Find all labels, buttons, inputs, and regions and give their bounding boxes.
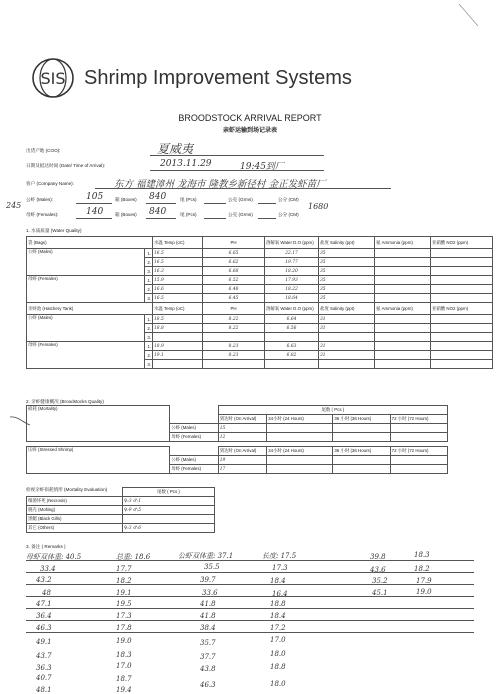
remark-entry: 19.4 — [116, 686, 132, 694]
empty-cell — [431, 342, 493, 351]
value-temp: 19.1 — [153, 351, 203, 360]
males-row-label: 公虾 (Males) — [170, 456, 218, 465]
empty-cell — [375, 285, 431, 294]
value-ph: 8.23 — [203, 351, 265, 360]
remark-entry: 长度: 17.5 — [262, 552, 297, 560]
h24-header: 24小时 (24 Hours) — [267, 447, 333, 456]
value-temp: 18.5 — [153, 315, 203, 324]
mortality-table — [26, 405, 448, 442]
value-ph: 6.68 — [203, 267, 265, 276]
table-row — [27, 276, 493, 285]
females-pcs: 840 — [149, 207, 167, 217]
remark-entry: 18.3 — [116, 651, 132, 659]
temp-header: 水温 Temp (oC) — [153, 237, 203, 249]
value-temp: 16.6 — [153, 285, 203, 294]
row-number: 1. — [145, 342, 153, 351]
bags-header: 袋 (Bags) — [27, 237, 153, 249]
no2-header: 亚硝酸 NO2 (ppm) — [431, 303, 493, 315]
value-sal: 31 — [319, 342, 375, 351]
remark-entry: 43.7 — [36, 652, 52, 660]
males-label: 公虾 (Males): — [26, 197, 54, 202]
mortality-eval-title: 检视亲虾损耗情形 (Mortality Evaluation) — [26, 487, 108, 492]
ammonia-header: 氨 Ammonia (ppm) — [375, 237, 431, 249]
empty-cell — [431, 333, 493, 342]
value-sal: 31 — [319, 315, 375, 324]
remark-entry: 45.1 — [372, 589, 388, 597]
row-number: 3. — [145, 267, 153, 276]
evaluation-value — [123, 515, 215, 524]
remark-entry: 18.8 — [270, 600, 286, 608]
remark-entry: 37.7 — [200, 653, 216, 661]
males-pcs: 840 — [149, 192, 167, 202]
remark-entry: 17.0 — [270, 636, 286, 644]
no2-header: 亚硝酸 NO2 (ppm) — [431, 237, 493, 249]
row-number: 2. — [145, 285, 153, 294]
row-number: 3. — [145, 333, 153, 342]
value-sal: 35 — [319, 285, 375, 294]
value-ph: 8.22 — [203, 324, 265, 333]
value-ph: 6.62 — [203, 258, 265, 267]
empty-cell — [375, 342, 431, 351]
evaluation-label: 脱壳 (Molting) — [27, 506, 123, 515]
value-ph: 6.48 — [203, 285, 265, 294]
do-header: 溶解氧 Water D.O (ppm) — [265, 237, 319, 249]
empty-cell — [431, 267, 493, 276]
remark-entry: 17.7 — [116, 565, 132, 573]
date-value: 2013.11.29 — [160, 159, 212, 169]
value-temp: 16.5 — [153, 294, 203, 303]
remark-entry: 38.4 — [200, 624, 216, 632]
empty-cell — [375, 315, 431, 324]
value-temp: 16.5 — [153, 249, 203, 258]
company-name: Shrimp Improvement Systems — [84, 67, 352, 89]
value-do: 6.64 — [265, 315, 319, 324]
females-row-label: 母虾 (Females) — [170, 433, 218, 442]
time-value: 19:45到厂 — [240, 162, 284, 172]
stressed-females: 17 — [218, 465, 266, 474]
empty-cell — [375, 249, 431, 258]
date-label: 日期及抵达时间 (Date/ Time of Arrival): — [26, 163, 106, 168]
empty-cell — [375, 276, 431, 285]
remark-entry: 39.7 — [200, 576, 216, 584]
value-ph: 6.65 — [203, 249, 265, 258]
company-value: 东方 福建漳州 龙海市 隆教乡新径村 金正发虾苗厂 — [114, 179, 326, 190]
value-do: 6.56 — [265, 324, 319, 333]
remark-entry: 18.2 — [414, 565, 430, 573]
remark-entry: 43.6 — [370, 566, 386, 574]
grms-label: 公克 (Grms) — [228, 212, 253, 217]
remark-entry: 18.4 — [270, 577, 286, 585]
evaluation-label: 细菌坏死 (Necrosis) — [27, 497, 123, 506]
remark-entry: 36.3 — [36, 664, 52, 672]
evaluation-value: ♀:9 ♂:5 — [123, 506, 215, 515]
row-number: 2. — [145, 324, 153, 333]
coo-label: 出货产地 (COO): — [26, 148, 61, 153]
water-quality-title: 1. 水质质量 (Water Quality) — [26, 228, 82, 233]
value-temp: 18.9 — [153, 342, 203, 351]
value-sal: 35 — [319, 294, 375, 303]
mortality-label: 损耗 (Mortality) — [27, 406, 170, 433]
row-number: 3. — [145, 360, 153, 369]
stressed-males: 19 — [218, 456, 266, 465]
cm-label: 公分 (CM) — [278, 197, 299, 202]
remark-entry: 17.3 — [116, 612, 132, 620]
value-sal — [319, 360, 375, 369]
remark-entry: 18.4 — [270, 612, 286, 620]
row-number: 2. — [145, 258, 153, 267]
value-do: 18.20 — [265, 267, 319, 276]
remark-entry: 49.1 — [36, 638, 52, 646]
remark-entry: 19.1 — [116, 589, 132, 597]
evaluation-label: 黑鳃 (Black Gills) — [27, 515, 123, 524]
value-temp: 18.8 — [153, 324, 203, 333]
cm-label: 公分 (CM) — [278, 212, 299, 217]
remark-entry: 19.5 — [116, 600, 132, 608]
left-margin-note: 245 — [6, 201, 22, 210]
evaluation-value: ♀:3 ♂:6 — [123, 524, 215, 533]
h72-header: 72 小时 (72 Hours) — [390, 415, 447, 424]
ammonia-header: 氨 Ammonia (ppm) — [375, 303, 431, 315]
remark-entry: 16.4 — [272, 590, 288, 598]
corner-mark — [456, 2, 482, 28]
remark-entry: 43.2 — [36, 576, 52, 584]
remark-entry: 母虾双体重: 40.5 — [26, 553, 82, 561]
empty-cell — [375, 324, 431, 333]
grms-label: 公克 (Grms) — [228, 197, 253, 202]
remark-entry: 公虾双体重: 37.1 — [178, 552, 234, 560]
row-number: 3. — [145, 294, 153, 303]
value-temp: 15.9 — [153, 276, 203, 285]
remark-entry: 17.0 — [116, 662, 132, 670]
females-label: 母虾 (Females): — [26, 212, 59, 217]
margin-mark — [8, 414, 32, 428]
remark-entry: 48 — [42, 589, 51, 597]
value-do: 6.63 — [265, 342, 319, 351]
remark-entry: 18.0 — [270, 680, 286, 688]
tank-header: 亲虾池 (Hatchery Tank) — [27, 303, 153, 315]
evaluation-label: 其它 (Others) — [27, 524, 123, 533]
remark-entry: 43.8 — [200, 665, 216, 673]
pcs-label: 尾 (Pcs) — [180, 212, 197, 217]
value-do: 18.64 — [265, 294, 319, 303]
empty-cell — [375, 351, 431, 360]
remark-entry: 39.8 — [370, 553, 386, 561]
value-do: 6.82 — [265, 351, 319, 360]
value-do: 19.77 — [265, 258, 319, 267]
empty-cell — [431, 276, 493, 285]
value-sal — [319, 333, 375, 342]
value-ph: 8.22 — [203, 315, 265, 324]
report-title: BROODSTOCK ARRIVAL REPORT — [178, 113, 322, 123]
value-ph: 6.52 — [203, 276, 265, 285]
table-row — [27, 515, 215, 524]
empty-cell — [431, 324, 493, 333]
value-temp — [153, 360, 203, 369]
pcs-header: 尾数 ( Pcs ) — [123, 488, 215, 497]
boxes-label: 箱 (Boxes) — [115, 197, 137, 202]
remark-entry: 33.6 — [202, 589, 218, 597]
on-arrival-header: 到达时 (On Arrival) — [218, 415, 266, 424]
group-label: 母虾 (Females) — [27, 276, 145, 303]
ph-header: PH — [203, 303, 265, 315]
males-boxes: 105 — [86, 192, 104, 202]
value-temp: 16.3 — [153, 267, 203, 276]
value-do: 17.93 — [265, 276, 319, 285]
table-row — [27, 249, 493, 258]
value-do: 22.17 — [265, 249, 319, 258]
remark-entry: 41.8 — [200, 612, 216, 620]
remark-entry: 17.9 — [416, 577, 432, 585]
empty-cell — [375, 360, 431, 369]
empty-cell — [431, 351, 493, 360]
table-row — [27, 506, 215, 515]
stressed-table — [26, 446, 448, 474]
value-sal: 35 — [319, 267, 375, 276]
empty-cell — [375, 267, 431, 276]
value-ph: 8.23 — [203, 342, 265, 351]
remark-entry: 46.3 — [200, 681, 216, 689]
table-row — [27, 315, 493, 324]
temp-header: 水温 Temp (oC) — [153, 303, 203, 315]
empty-cell — [431, 258, 493, 267]
empty-cell — [431, 360, 493, 369]
boxes-label: 箱 (Boxes) — [115, 212, 137, 217]
females-arrival: 12 — [218, 433, 266, 442]
empty-cell — [431, 249, 493, 258]
value-ph: 6.45 — [203, 294, 265, 303]
coo-value: 夏威夷 — [157, 142, 194, 156]
remark-entry: 35.2 — [372, 577, 388, 585]
value-sal: 31 — [319, 351, 375, 360]
value-sal: 35 — [319, 249, 375, 258]
remark-entry: 17.3 — [272, 564, 288, 572]
stressed-label: 压虾 (Stressed Shrimp) — [27, 447, 170, 474]
water-quality-table — [26, 236, 493, 369]
h24-header: 24小时 (24 Hours) — [267, 415, 333, 424]
ph-header: PH — [203, 237, 265, 249]
remark-entry: 35.7 — [200, 639, 216, 647]
empty-cell — [375, 294, 431, 303]
report-title-cn: 亲虾运输到场记录表 — [222, 128, 277, 134]
remark-entry: 35.5 — [204, 563, 220, 571]
remark-entry: 18.3 — [414, 551, 430, 559]
group-label: 公虾 (Males) — [27, 249, 145, 276]
remark-entry: 总重: 18.6 — [116, 553, 151, 561]
value-temp: 16.5 — [153, 258, 203, 267]
do-header: 溶解氧 Water D.O (ppm) — [265, 303, 319, 315]
remark-entry: 18.8 — [270, 663, 286, 671]
quality-title: 2. 亲虾健康概况 (Broodstocks Quality) — [26, 399, 104, 404]
value-sal: 35 — [319, 276, 375, 285]
salinity-header: 盐度 Salinity (ppt) — [319, 237, 375, 249]
males-row-label: 公虾 (Males) — [170, 424, 218, 433]
table-row — [27, 524, 215, 533]
logo-text: SIS — [40, 69, 66, 88]
females-boxes: 140 — [86, 207, 104, 217]
row-number: 1. — [145, 276, 153, 285]
pcs-label: 尾 (Pcs) — [180, 197, 197, 202]
value-do — [265, 333, 319, 342]
females-row-label: 母虾 (Females) — [170, 465, 218, 474]
row-number: 1. — [145, 315, 153, 324]
h72-header: 72 小时 (72 Hours) — [390, 447, 447, 456]
salinity-header: 盐度 Salinity (ppt) — [319, 303, 375, 315]
row-number: 2. — [145, 351, 153, 360]
remark-entry: 47.1 — [36, 600, 52, 608]
remark-entry: 19.0 — [116, 637, 132, 645]
group-label: 公虾 (Males) — [27, 315, 145, 342]
h36-header: 36 小时 (36 Hours) — [333, 447, 390, 456]
remark-entry: 41.8 — [200, 600, 216, 608]
value-do — [265, 360, 319, 369]
remark-entry: 33.4 — [40, 565, 56, 573]
h36-header: 36 小时 (36 Hours) — [333, 415, 390, 424]
remark-entry: 19.0 — [416, 588, 432, 596]
remark-entry: 17.2 — [270, 624, 286, 632]
empty-cell — [375, 333, 431, 342]
remark-entry: 18.7 — [116, 675, 132, 683]
cm-value: 1680 — [308, 202, 329, 211]
remark-entry: 36.4 — [36, 612, 52, 620]
value-ph — [203, 360, 265, 369]
company-label: 客户 (Company Name): — [26, 181, 74, 186]
pcs-header: 尾数 ( Pcs ) — [218, 406, 447, 415]
remark-entry: 18.0 — [270, 650, 286, 658]
row-number: 1. — [145, 249, 153, 258]
remarks-title: 3. 备注 ( Remarks ) — [26, 544, 66, 549]
remark-entry: 46.3 — [36, 624, 52, 632]
table-row — [27, 342, 493, 351]
empty-cell — [431, 285, 493, 294]
mortality-eval-table — [26, 487, 215, 533]
logo-mark — [28, 56, 78, 105]
value-sal: 35 — [319, 258, 375, 267]
value-temp — [153, 333, 203, 342]
on-arrival-header: 到达时 (On Arrival) — [218, 447, 266, 456]
evaluation-value: ♀:3 ♂:1 — [123, 497, 215, 506]
value-sal: 31 — [319, 324, 375, 333]
remark-entry: 17.8 — [116, 624, 132, 632]
empty-cell — [375, 258, 431, 267]
group-label: 母虾 (Females) — [27, 342, 145, 369]
remark-entry: 18.2 — [116, 577, 132, 585]
value-do: 18.22 — [265, 285, 319, 294]
table-row — [27, 497, 215, 506]
remark-entry: 40.7 — [36, 674, 52, 682]
empty-cell — [431, 294, 493, 303]
remark-entry: 48.1 — [36, 686, 52, 694]
value-ph — [203, 333, 265, 342]
empty-cell — [431, 315, 493, 324]
males-arrival: 15 — [218, 424, 266, 433]
